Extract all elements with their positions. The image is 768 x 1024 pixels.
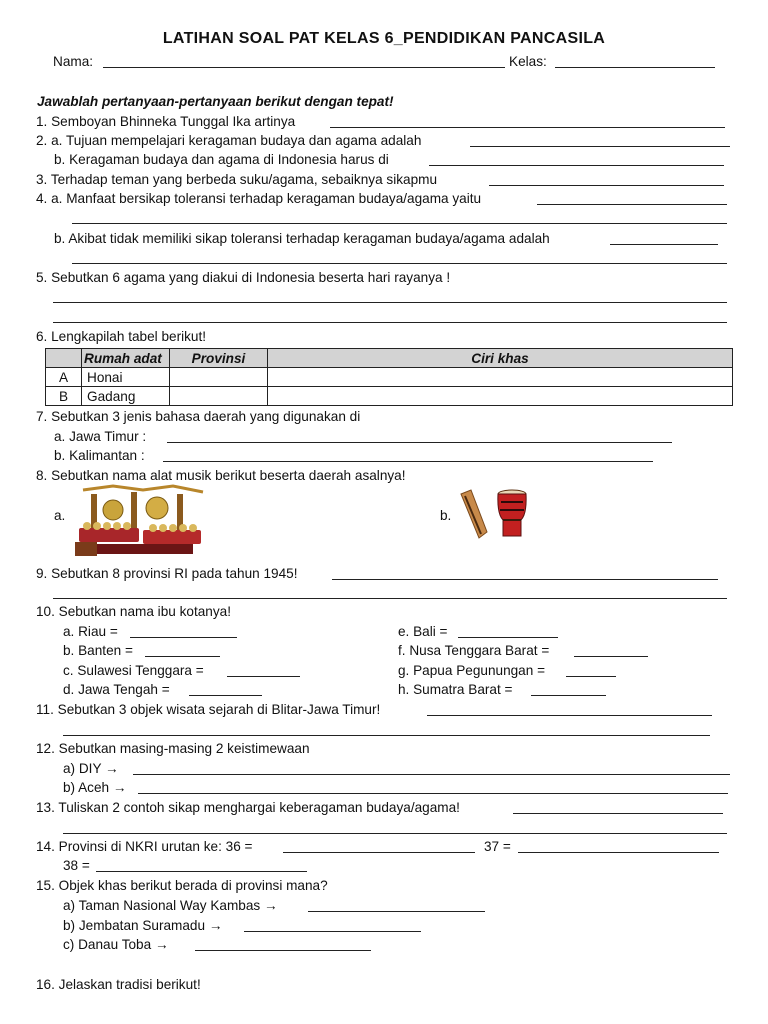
answer-blank[interactable] (427, 715, 712, 716)
table-cell-empty[interactable] (268, 368, 733, 387)
question-10e: e. Bali = (398, 624, 448, 639)
answer-blank[interactable] (330, 127, 725, 128)
question-12: 12. Sebutkan masing-masing 2 keistimewaan (36, 741, 310, 756)
answer-blank[interactable] (53, 302, 727, 303)
answer-blank[interactable] (63, 833, 727, 834)
table-cell: A (46, 368, 82, 387)
table-header-cell (46, 349, 82, 368)
answer-blank[interactable] (283, 852, 475, 853)
question-12a: a) DIY → (63, 761, 119, 776)
question-10f: f. Nusa Tenggara Barat = (398, 643, 550, 658)
page-title: LATIHAN SOAL PAT KELAS 6_PENDIDIKAN PANCASILA (162, 30, 606, 47)
tifa-drum-image (457, 486, 531, 542)
kelas-label: Kelas: (509, 54, 547, 69)
question-8a-label: a. (54, 508, 66, 523)
rumah-adat-table (45, 348, 733, 406)
question-10: 10. Sebutkan nama ibu kotanya! (36, 604, 231, 619)
table-cell: B (46, 387, 82, 406)
answer-blank[interactable] (566, 676, 616, 677)
answer-blank[interactable] (72, 223, 727, 224)
answer-blank[interactable] (489, 185, 724, 186)
question-7b: b. Kalimantan : (54, 448, 145, 463)
nama-blank[interactable] (103, 67, 505, 68)
answer-blank[interactable] (610, 244, 718, 245)
answer-blank[interactable] (53, 322, 727, 323)
question-11: 11. Sebutkan 3 objek wisata sejarah di Blitar-Jawa Timur! (36, 702, 381, 717)
answer-blank[interactable] (470, 146, 730, 147)
question-13: 13. Tuliskan 2 contoh sikap menghargai keberagaman budaya/agama! (36, 800, 460, 815)
answer-blank[interactable] (518, 852, 719, 853)
answer-blank[interactable] (63, 735, 710, 736)
answer-blank[interactable] (72, 263, 727, 264)
question-14: 14. Provinsi di NKRI urutan ke: 36 = (36, 839, 253, 854)
answer-blank[interactable] (96, 871, 307, 872)
question-2a: 2. a. Tujuan mempelajari keragaman budaya dan agama adalah (36, 133, 422, 148)
answer-blank[interactable] (163, 461, 653, 462)
table-header-cell: Rumah adat (82, 349, 170, 368)
instruction: Jawablah pertanyaan-pertanyaan berikut dengan tepat! (37, 94, 394, 109)
question-14-38: 38 = (63, 858, 90, 873)
answer-blank[interactable] (429, 165, 724, 166)
question-10b: b. Banten = (63, 643, 133, 658)
answer-blank[interactable] (574, 656, 648, 657)
table-header-row (46, 349, 733, 368)
nama-label: Nama: (53, 54, 94, 69)
question-6: 6. Lengkapilah tabel berikut! (36, 329, 207, 344)
answer-blank[interactable] (145, 656, 220, 657)
question-7: 7. Sebutkan 3 jenis bahasa daerah yang digunakan di (36, 409, 361, 424)
question-4a: 4. a. Manfaat bersikap toleransi terhadap keragaman budaya/agama yaitu (36, 191, 482, 206)
table-header-cell: Provinsi (170, 349, 268, 368)
question-10d: d. Jawa Tengah = (63, 682, 170, 697)
answer-blank[interactable] (531, 695, 606, 696)
question-15c: c) Danau Toba → (63, 937, 169, 952)
question-9: 9. Sebutkan 8 provinsi RI pada tahun 1945! (36, 566, 298, 581)
question-8: 8. Sebutkan nama alat musik berikut beserta daerah asalnya! (36, 468, 406, 483)
table-cell-empty[interactable] (170, 387, 268, 406)
answer-blank[interactable] (227, 676, 300, 677)
kelas-blank[interactable] (555, 67, 715, 68)
answer-blank[interactable] (308, 911, 485, 912)
question-3: 3. Terhadap teman yang berbeda suku/agama, sebaiknya sikapmu (36, 172, 438, 187)
answer-blank[interactable] (133, 774, 730, 775)
question-16: 16. Jelaskan tradisi berikut! (36, 977, 201, 992)
answer-blank[interactable] (138, 793, 728, 794)
question-10h: h. Sumatra Barat = (398, 682, 513, 697)
question-12b: b) Aceh → (63, 780, 127, 795)
table-cell: Honai (82, 368, 170, 387)
question-14-37: 37 = (484, 839, 511, 854)
table-cell-empty[interactable] (268, 387, 733, 406)
gamelan-image (73, 484, 209, 558)
table-cell: Gadang (82, 387, 170, 406)
table-header-cell: Ciri khas (268, 349, 733, 368)
question-15: 15. Objek khas berikut berada di provinsi mana? (36, 878, 328, 893)
question-15a: a) Taman Nasional Way Kambas → (63, 898, 278, 913)
question-8b-label: b. (440, 508, 452, 523)
answer-blank[interactable] (130, 637, 237, 638)
question-10g: g. Papua Pegunungan = (398, 663, 546, 678)
answer-blank[interactable] (195, 950, 371, 951)
question-10c: c. Sulawesi Tenggara = (63, 663, 204, 678)
answer-blank[interactable] (167, 442, 672, 443)
question-15b: b) Jembatan Suramadu → (63, 918, 223, 933)
question-2b: b. Keragaman budaya dan agama di Indonesia harus di (54, 152, 389, 167)
answer-blank[interactable] (189, 695, 262, 696)
answer-blank[interactable] (53, 598, 727, 599)
question-10a: a. Riau = (63, 624, 118, 639)
table-cell-empty[interactable] (170, 368, 268, 387)
answer-blank[interactable] (513, 813, 723, 814)
question-7a: a. Jawa Timur : (54, 429, 147, 444)
answer-blank[interactable] (537, 204, 727, 205)
question-5: 5. Sebutkan 6 agama yang diakui di Indonesia beserta hari rayanya ! (36, 270, 451, 285)
answer-blank[interactable] (332, 579, 718, 580)
answer-blank[interactable] (458, 637, 558, 638)
table-row (46, 387, 733, 406)
question-4b: b. Akibat tidak memiliki sikap toleransi terhadap keragaman budaya/agama adalah (54, 231, 550, 246)
question-1: 1. Semboyan Bhinneka Tunggal Ika artinya (36, 114, 296, 129)
answer-blank[interactable] (244, 931, 421, 932)
table-row (46, 368, 733, 387)
